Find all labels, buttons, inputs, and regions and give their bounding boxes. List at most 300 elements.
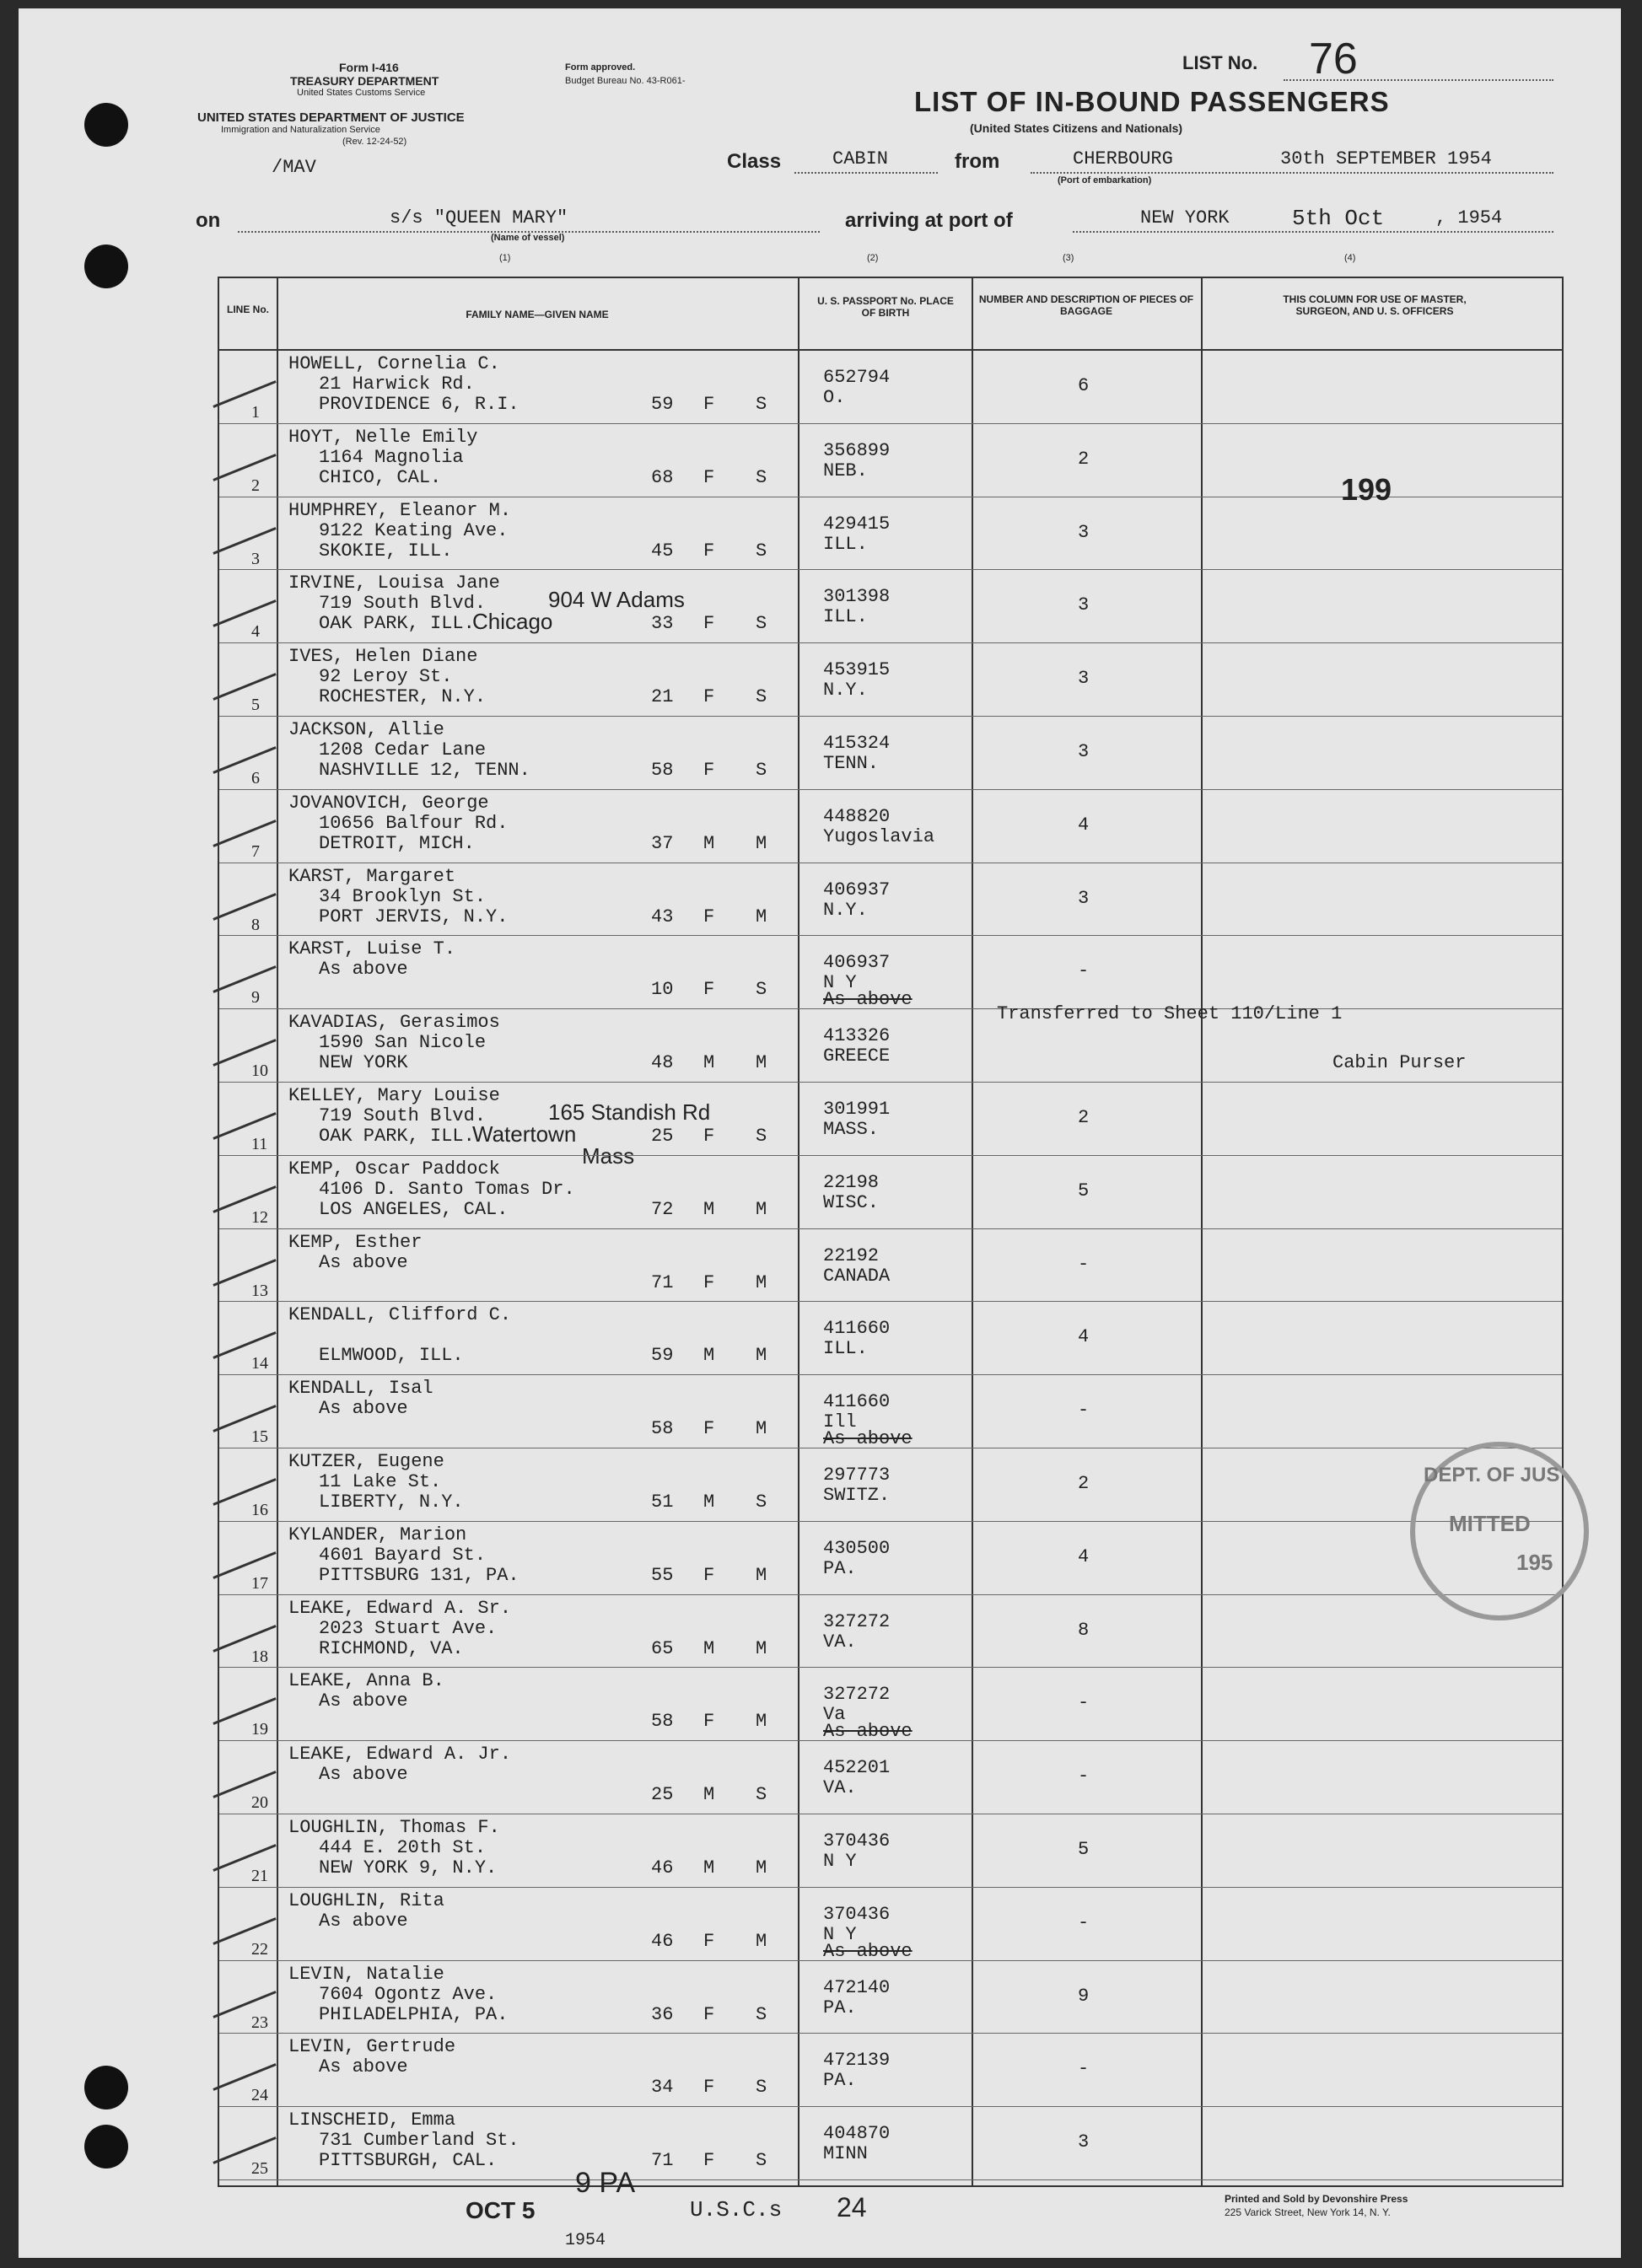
table-row [219,1003,1562,1083]
baggage-count: - [1078,1911,1090,1933]
age: 59 [651,394,674,415]
address-line-1: 4601 Bayard St. [319,1544,487,1566]
check-mark [213,454,276,481]
sex: F [703,1418,715,1440]
sex: F [703,1711,715,1733]
marital-status: S [756,613,767,635]
passport-number: 356899 [823,439,891,461]
line-number: 21 [251,1867,268,1885]
col-header-line: LINE No. [227,304,269,315]
baggage-count: - [1078,1692,1090,1714]
place-of-birth-struck: As above [823,1940,913,1962]
age: 55 [651,1564,674,1586]
marital-status: M [756,1198,767,1220]
sex: M [703,1857,715,1878]
passport-number: 327272 [823,1684,891,1706]
address-line-1: As above [319,2056,408,2078]
place-of-birth: TENN. [823,753,880,774]
port-embarkation-caption: (Port of embarkation) [1058,175,1152,185]
justice-dept: UNITED STATES DEPARTMENT OF JUSTICE [197,110,465,125]
address-line-1: 719 South Blvd. [319,593,487,615]
address-line-1: As above [319,1690,408,1712]
sex: F [703,613,715,635]
age: 59 [651,1345,674,1367]
passenger-name: KUTZER, Eugene [288,1451,444,1472]
sex: F [703,1271,715,1293]
col-num-2: (2) [867,253,879,263]
vessel-name: s/s "QUEEN MARY" [390,207,568,228]
check-mark [213,380,276,408]
age: 25 [651,1784,674,1806]
marital-status: M [756,1345,767,1367]
passenger-name: JOVANOVICH, George [288,792,489,814]
table-row [219,1668,1562,1741]
budget-bureau: Budget Bureau No. 43-R061- [565,76,686,86]
baggage-count: 4 [1078,1326,1090,1348]
passport-number: 472140 [823,1976,891,1998]
marital-status: S [756,760,767,781]
line-number: 5 [251,696,260,715]
passenger-name: KENDALL, Clifford C. [288,1304,512,1326]
col-num-4: (4) [1344,253,1356,263]
place-of-birth: PA. [823,1557,857,1579]
address-line-1: 9122 Keating Ave. [319,519,509,541]
place-of-birth: MASS. [823,1119,880,1140]
class-line [794,172,938,174]
baggage-count: 3 [1078,521,1090,543]
age: 68 [651,466,674,488]
age: 71 [651,1271,674,1293]
from-date: 30th SEPTEMBER 1954 [1280,148,1492,169]
marital-status: S [756,2003,767,2025]
passenger-name: LEVIN, Natalie [288,1963,444,1985]
line-number: 22 [251,1939,268,1959]
passport-number: 370436 [823,1903,891,1925]
table-row [219,570,1562,643]
line-number: 2 [251,476,260,495]
sex: F [703,979,715,1001]
passport-number: 406937 [823,879,891,900]
line-number: 7 [251,841,260,861]
passenger-name: KARST, Luise T. [288,938,456,960]
from-label: from [955,150,1000,173]
table-row [219,2107,1562,2180]
place-of-birth: VA. [823,1777,857,1799]
address-line-1: 1590 San Nicole [319,1032,487,1054]
passport-number: 429415 [823,513,891,535]
footer-count: 24 [837,2192,867,2222]
age: 65 [651,1637,674,1659]
passenger-name: KELLEY, Mary Louise [288,1085,500,1106]
line-number: 13 [251,1281,268,1300]
baggage-count: 5 [1078,1180,1090,1201]
table-row [219,863,1562,937]
customs-service: United States Customs Service [297,88,426,98]
passport-number: 415324 [823,733,891,754]
marital-status: M [756,1564,767,1586]
place-of-birth: N.Y. [823,680,868,701]
sex: F [703,540,715,562]
place-of-birth: N Y [823,972,857,994]
table-row [219,351,1562,424]
sex: M [703,1345,715,1367]
age: 43 [651,906,674,927]
passenger-name: KENDALL, Isal [288,1378,433,1400]
sex: F [703,2003,715,2025]
form-approved: Form approved. [565,62,636,73]
marital-status: S [756,2150,767,2172]
baggage-count: 3 [1078,741,1090,762]
place-of-birth: N Y [823,1851,857,1872]
baggage-count: 5 [1078,1839,1090,1860]
col-header-baggage: NUMBER AND DESCRIPTION OF PIECES OF BAGGAGE [978,293,1194,317]
passenger-table [218,277,1564,2187]
line-number: 11 [251,1135,268,1153]
line-number: 16 [251,1501,268,1519]
line-number: 10 [251,1061,268,1081]
treasury-dept: TREASURY DEPARTMENT [290,74,439,88]
footer-date: OCT 5 [466,2197,536,2223]
passenger-name: LOUGHLIN, Thomas F. [288,1817,500,1838]
baggage-count: 8 [1078,1619,1090,1641]
baggage-count: 3 [1078,594,1090,616]
age: 25 [651,1126,674,1147]
table-row [219,1375,1562,1448]
place-of-birth: PA. [823,2070,857,2092]
on-label: on [196,209,221,232]
arrival-port: NEW YORK [1140,207,1230,228]
passenger-name: KEMP, Esther [288,1231,423,1253]
passenger-name: HOYT, Nelle Emily [288,426,478,448]
arrival-year: , 1954 [1435,207,1503,228]
sex: F [703,466,715,488]
address-line-2: LIBERTY, N.Y. [319,1491,464,1513]
stamp-line-2: MITTED [1449,1511,1531,1536]
sex: F [703,1564,715,1586]
baggage-count: 3 [1078,2131,1090,2153]
admitted-stamp [1410,1442,1589,1620]
table-row [219,1522,1562,1595]
passport-number: 406937 [823,952,891,974]
address-line-2: SKOKIE, ILL. [319,540,453,562]
sex: M [703,1052,715,1074]
col-header-officers: THIS COLUMN FOR USE OF MASTER, SURGEON, AND U. S. OFFICERS [1283,293,1467,317]
passport-number: 411660 [823,1318,891,1340]
marital-status: M [756,1857,767,1878]
age: 58 [651,760,674,781]
age: 46 [651,1857,674,1878]
address-line-1: As above [319,1251,408,1273]
table-row [219,1888,1562,1961]
col-header-passport: U. S. PASSPORT No. PLACE OF BIRTH [817,295,954,319]
place-of-birth-struck: As above [823,989,913,1011]
age: 10 [651,979,674,1001]
address-line-1: 719 South Blvd. [319,1105,487,1126]
arriving-label: arriving at port of [845,209,1013,232]
line-number: 25 [251,2159,268,2179]
address-line-2: PROVIDENCE 6, R.I. [319,394,520,415]
passenger-name: JACKSON, Allie [288,719,444,740]
passenger-name: KARST, Margaret [288,865,456,887]
table-row [219,2034,1562,2107]
address-line-2: NEW YORK 9, N.Y. [319,1857,498,1878]
marital-status: M [756,1052,767,1074]
check-mark [213,820,276,847]
marital-status: S [756,1784,767,1806]
footer-stamp-time: 9 PA [575,2167,636,2199]
line-number: 17 [251,1573,268,1593]
check-mark [213,966,276,994]
address-line-1: 10656 Balfour Rd. [319,812,509,834]
col-header-name: FAMILY NAME—GIVEN NAME [466,309,609,320]
line-number: 24 [251,2086,268,2105]
passenger-name: HOWELL, Cornelia C. [288,353,500,374]
marital-status: S [756,979,767,1001]
marital-status: M [756,906,767,927]
address-line-2: RICHMOND, VA. [319,1637,464,1659]
address-line-2: PITTSBURGH, CAL. [319,2150,498,2172]
place-of-birth: VA. [823,1631,857,1653]
passenger-name: HUMPHREY, Eleanor M. [288,499,512,521]
class-label: Class [727,150,782,173]
address-line-1: 11 Lake St. [319,1471,442,1492]
page-title: LIST OF IN-BOUND PASSENGERS [914,86,1390,117]
passenger-name: IVES, Helen Diane [288,646,478,668]
class-value: CABIN [832,148,889,169]
manifest-sheet [19,8,1621,2258]
sex: M [703,1784,715,1806]
place-of-birth: PA. [823,1997,857,2018]
place-of-birth: NEB. [823,460,868,481]
list-number: 76 [1309,35,1358,83]
passport-number: 301398 [823,586,891,608]
age: 71 [651,2150,674,2172]
place-of-birth: ILL. [823,1338,868,1360]
marital-status: S [756,686,767,708]
line-number: 14 [251,1354,268,1373]
arrival-line [1073,231,1553,233]
address-line-1: As above [319,1910,408,1932]
handwritten-address: 904 W Adams [548,587,685,613]
passport-number: 453915 [823,659,891,681]
baggage-count: - [1078,1765,1090,1787]
table-row [219,1302,1562,1375]
passport-number: 22192 [823,1244,880,1266]
line-number: 12 [251,1207,268,1227]
address-line-1: 2023 Stuart Ave. [319,1617,498,1639]
place-of-birth: O. [823,387,846,408]
passenger-name: LEVIN, Gertrude [288,2036,456,2058]
age: 36 [651,2003,674,2025]
punch-hole [84,2125,128,2169]
line-number: 8 [251,915,260,934]
age: 58 [651,1711,674,1733]
address-line-2: NEW YORK [319,1052,408,1074]
passport-number: 404870 [823,2123,891,2145]
stamp-line-1: DEPT. OF JUS [1424,1464,1560,1486]
sex: M [703,1198,715,1220]
passport-number: 472139 [823,2050,891,2072]
vessel-caption: (Name of vessel) [491,233,565,243]
passenger-name: LEAKE, Edward A. Sr. [288,1597,512,1619]
place-of-birth: ILL. [823,606,868,628]
table-row [219,1741,1562,1814]
handwritten-address: 165 Standish Rd [548,1099,711,1125]
age: 51 [651,1491,674,1513]
address-line-1: 21 Harwick Rd. [319,374,475,395]
line-number: 23 [251,2013,268,2032]
printer-line-1: Printed and Sold by Devonshire Press [1225,2193,1408,2205]
sex: F [703,906,715,927]
passport-number: 413326 [823,1025,891,1047]
passport-number: 370436 [823,1830,891,1851]
baggage-count: - [1078,1253,1090,1275]
address-line-1: 731 Cumberland St. [319,2130,520,2152]
address-line-2: ELMWOOD, ILL. [319,1345,464,1367]
passenger-name: LOUGHLIN, Rita [288,1889,444,1911]
col-num-1: (1) [499,253,511,263]
passport-number: 327272 [823,1610,891,1632]
line-number: 3 [251,549,260,568]
marital-status: M [756,832,767,854]
address-line-2: OAK PARK, ILL. [319,1126,475,1147]
from-value: CHERBOURG [1073,148,1173,169]
table-row [219,1814,1562,1888]
table-row [219,790,1562,863]
address-line-2: OAK PARK, ILL. [319,613,475,635]
check-mark [213,893,276,921]
handwritten-city: Watertown [472,1121,577,1147]
stamp-line-3: 195 [1516,1550,1553,1575]
marital-status: S [756,466,767,488]
form-number: Form I-416 [339,61,399,74]
place-of-birth-struck: As above [823,1428,913,1450]
marital-status: S [756,394,767,415]
age: 72 [651,1198,674,1220]
list-label: LIST No. [1182,52,1258,73]
line-number: 15 [251,1427,268,1447]
baggage-count: 9 [1078,1985,1090,2007]
purser-note: Cabin Purser [1332,1052,1467,1074]
passport-number: 301991 [823,1099,891,1120]
sex: F [703,1126,715,1147]
passport-number: 430500 [823,1537,891,1559]
passenger-name: KAVADIAS, Gerasimos [288,1012,500,1034]
punch-hole [84,103,128,147]
page-subtitle: (United States Citizens and Nationals) [970,121,1183,135]
passenger-name: KYLANDER, Marion [288,1524,467,1545]
age: 58 [651,1418,674,1440]
marital-status: M [756,1271,767,1293]
table-row [219,936,1562,1009]
address-line-2: PHILADELPHIA, PA. [319,2003,509,2025]
check-mark [213,746,276,774]
baggage-count: 6 [1078,375,1090,396]
address-line-1: As above [319,959,408,981]
passport-number: 411660 [823,1391,891,1413]
arrival-date: 5th Oct [1292,206,1385,231]
address-line-2: ROCHESTER, N.Y. [319,686,487,708]
passenger-name: LEAKE, Edward A. Jr. [288,1744,512,1765]
address-line-1: 1164 Magnolia [319,446,464,468]
address-line-1: As above [319,1764,408,1786]
place-of-birth: N.Y. [823,899,868,921]
address-line-2: CHICO, CAL. [319,466,442,488]
baggage-count: 4 [1078,814,1090,836]
marital-status: M [756,1930,767,1952]
passport-number: 448820 [823,805,891,827]
passport-number: 652794 [823,367,891,388]
printer-line-2: 225 Varick Street, New York 14, N. Y. [1225,2206,1391,2218]
baggage-count: 2 [1078,448,1090,470]
mav-code: /MAV [272,157,316,178]
line-number: 9 [251,988,260,1008]
ins: Immigration and Naturalization Service [221,125,380,135]
address-line-1: 4106 D. Santo Tomas Dr. [319,1178,575,1200]
officer-note: 199 [1341,472,1392,507]
address-line-1: As above [319,1398,408,1420]
sex: F [703,2150,715,2172]
sex: F [703,1930,715,1952]
place-of-birth: Va [823,1704,846,1726]
passport-number: 452201 [823,1757,891,1779]
place-of-birth-struck: As above [823,1721,913,1743]
sex: F [703,686,715,708]
marital-status: S [756,1126,767,1147]
age: 45 [651,540,674,562]
address-line-1: 444 E. 20th St. [319,1837,487,1858]
place-of-birth: GREECE [823,1045,891,1067]
address-line-2: PITTSBURG 131, PA. [319,1564,520,1586]
sex: F [703,760,715,781]
table-row [219,1595,1562,1669]
place-of-birth: Yugoslavia [823,825,935,847]
baggage-count: 3 [1078,668,1090,690]
table-row [219,1229,1562,1303]
line-number: 20 [251,1793,268,1813]
from-line [1031,172,1553,174]
marital-status: M [756,1418,767,1440]
place-of-birth: Ill [823,1411,857,1433]
line-number: 18 [251,1647,268,1666]
place-of-birth: ILL. [823,533,868,555]
passport-number: 22198 [823,1171,880,1193]
passenger-name: LEAKE, Anna B. [288,1670,444,1692]
age: 48 [651,1052,674,1074]
place-of-birth: CANADA [823,1265,891,1287]
age: 34 [651,2077,674,2099]
baggage-count: 2 [1078,1107,1090,1128]
footer-year: 1954 [565,2231,606,2250]
baggage-count: 3 [1078,887,1090,909]
baggage-count: - [1078,2058,1090,2080]
address-line-1: 1208 Cedar Lane [319,739,487,760]
address-line-2: LOS ANGELES, CAL. [319,1198,509,1220]
sex: M [703,1491,715,1513]
address-line-1: 92 Leroy St. [319,666,453,688]
col-num-3: (3) [1063,253,1074,263]
place-of-birth: MINN [823,2143,868,2165]
transfer-note: Transferred to Sheet 110/Line 1 [997,1003,1343,1025]
age: 46 [651,1930,674,1952]
place-of-birth: N Y [823,1923,857,1945]
address-line-1: 34 Brooklyn St. [319,885,487,907]
marital-status: S [756,1491,767,1513]
line-number: 1 [251,403,260,422]
baggage-count: 4 [1078,1545,1090,1567]
baggage-count: - [1078,1400,1090,1422]
sex: M [703,1637,715,1659]
